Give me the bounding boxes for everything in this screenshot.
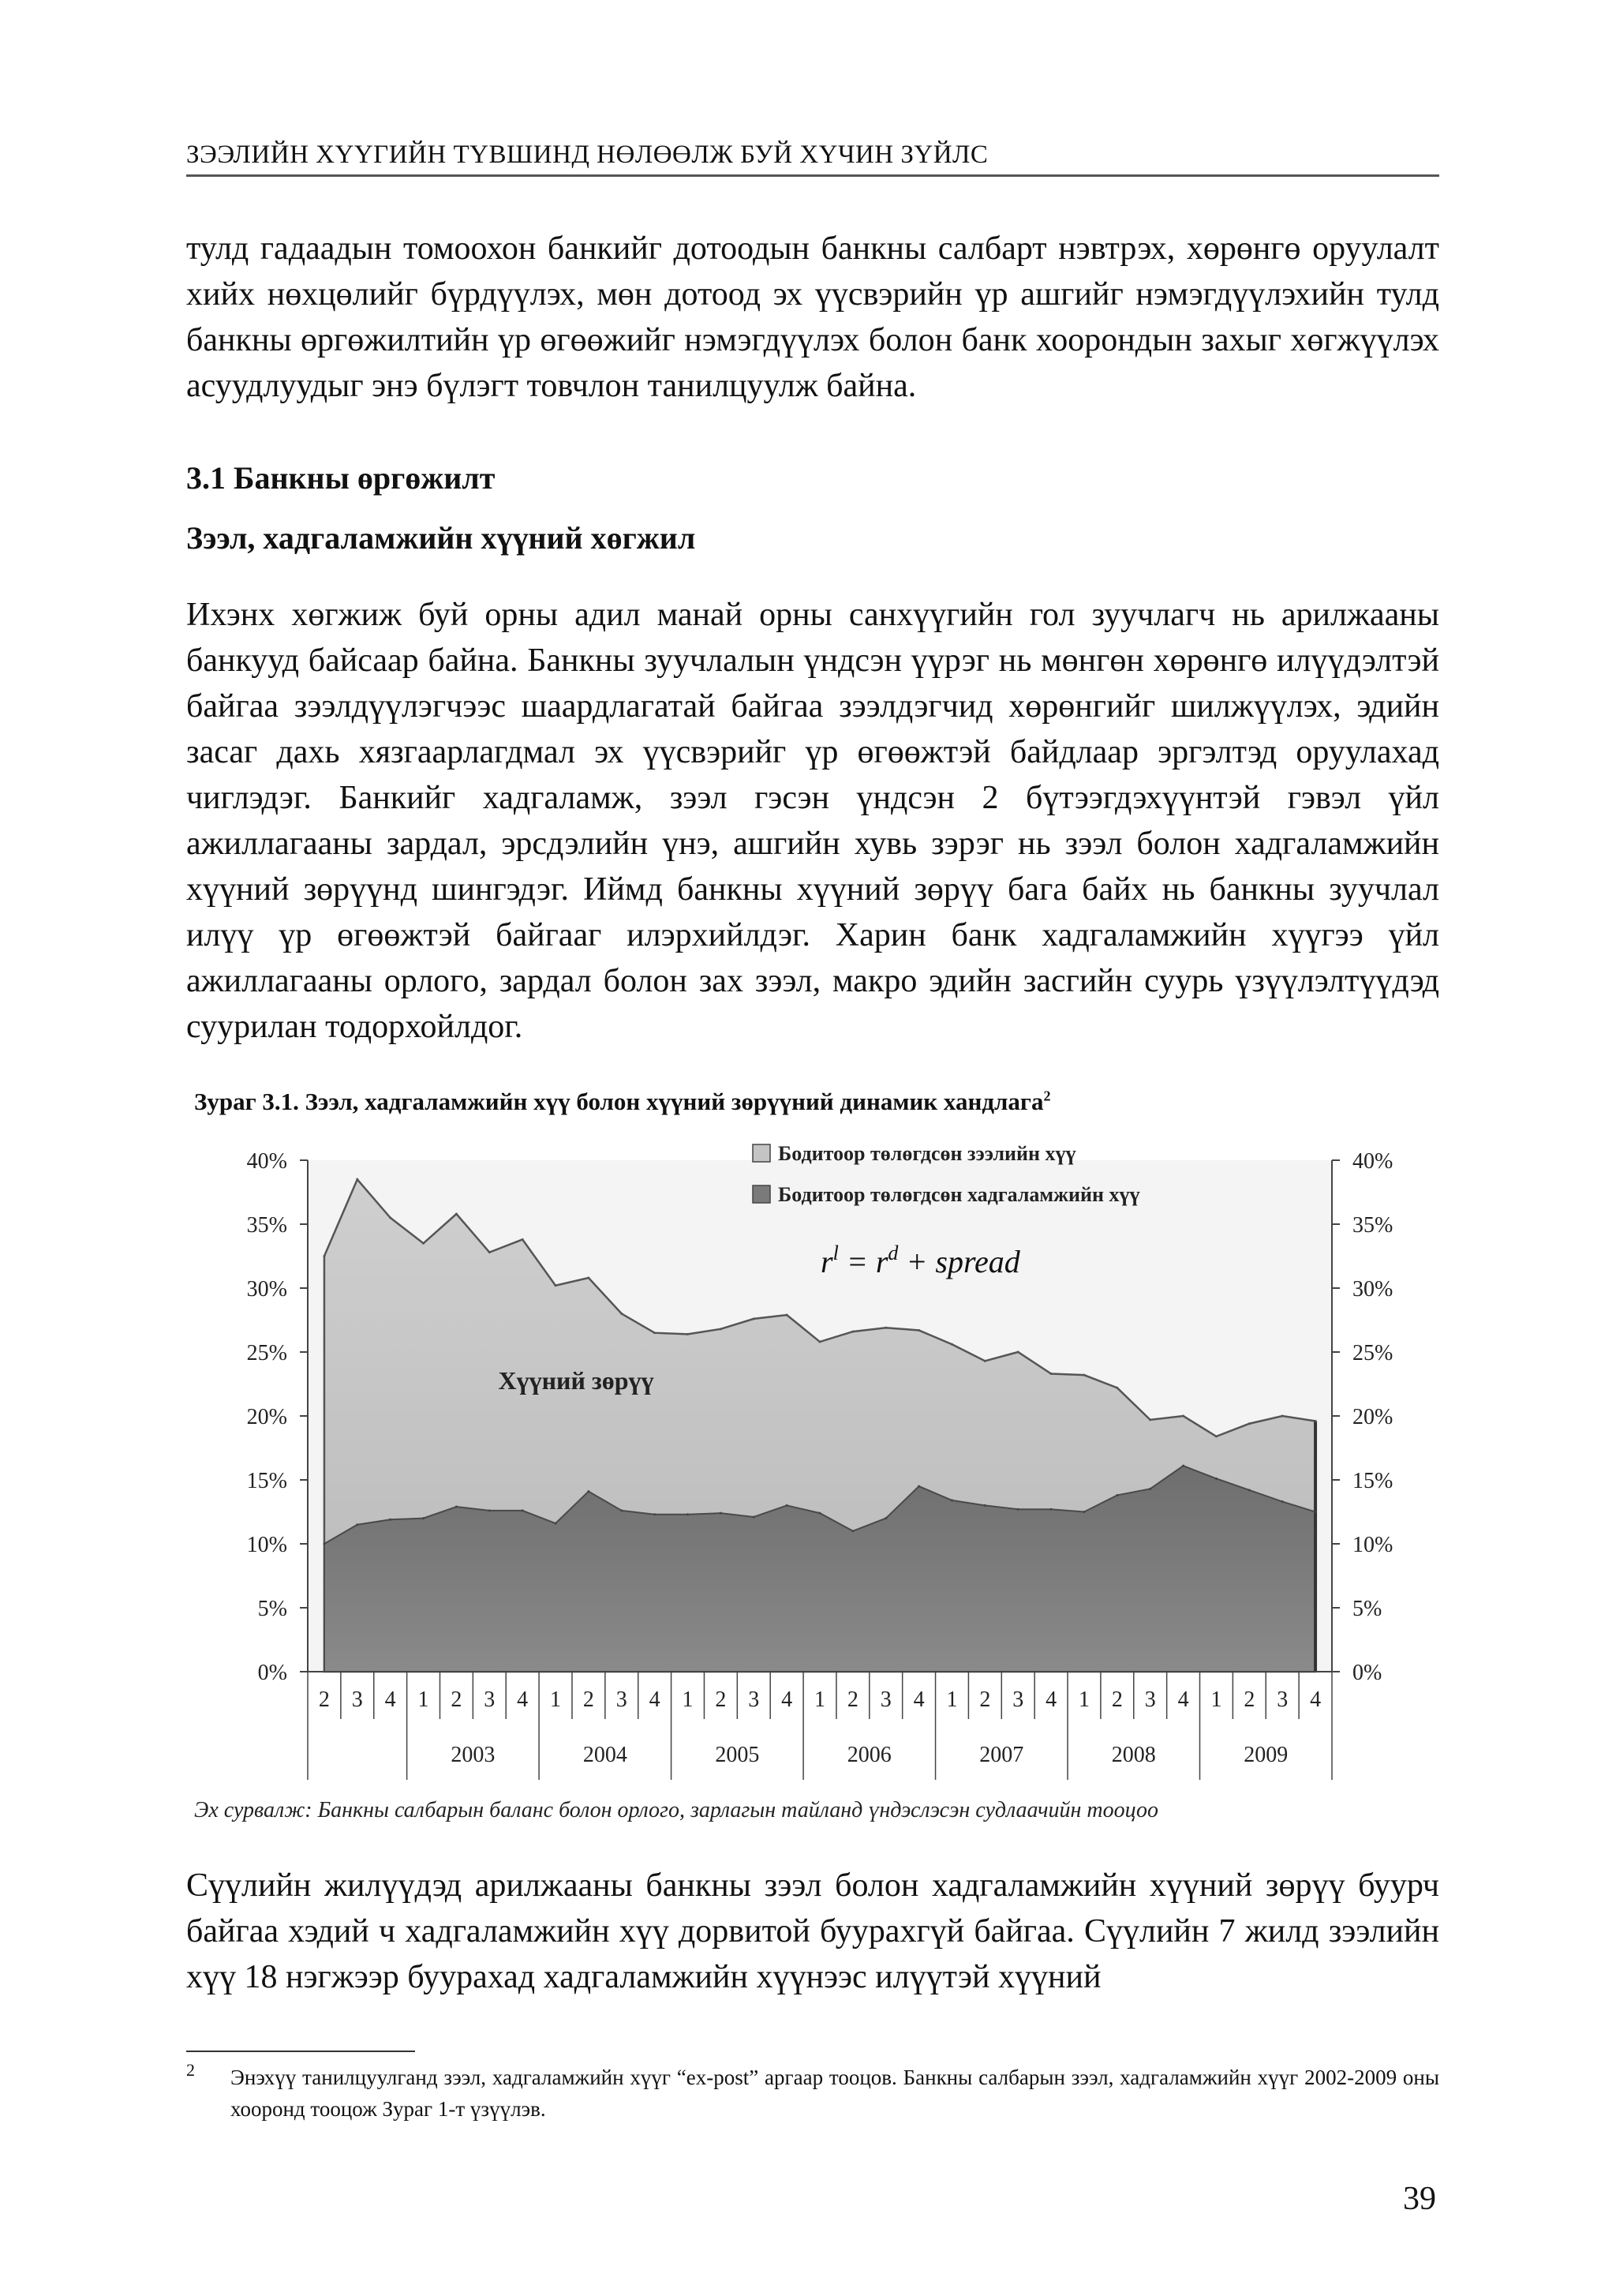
- quarter-label: 3: [351, 1687, 363, 1712]
- main-paragraph: Ихэнх хөгжиж буй орны адил манай орны санхүүгийн гол зуучлагч нь арилжааны банкууд байсаар байна. Банкны зуучлалын үндсэн үүрэг нь мөнгөн хөрөнгө илүүдэлтэй байгаа зээлдүүлэгчээс шаардлагатай байгаа зээлдэгчид хөрөнгийг шилжүүлэх, эдийн засаг дахь хязгаарлагдмал эх үүсвэрийг үр өгөөжтэй байдлаар эргэлтэд оруулахад чиглэдэг. Банкийг хадгаламж, зээл гэсэн үндсэн 2 бүтээгдэхүүнтэй гэвэл үйл ажиллагааны зардал, эрсдэлийн үнэ, ашгийн хувь зэрэг нь зээл болон хадгаламжийн хүүний зөрүүнд шингэдэг. Иймд банкны хүүний зөрүү бага байх нь банкны зуучлал илүү үр өгөөжтэй байгааг илэрхийлдэг. Харин банк хадгаламжийн хүүгээ үйл ажиллагааны орлого, зардал болон зах зээл, макро эдийн засгийн суурь үзүүлэлтүүдэд суурилан тодорхойлдог.: [186, 597, 1439, 1045]
- year-label: 2003: [451, 1743, 496, 1767]
- deposit-rate-point: [1149, 1488, 1151, 1490]
- loan-rate-point: [753, 1317, 755, 1320]
- quarter-label: 4: [913, 1687, 925, 1712]
- loan-rate-point: [1182, 1415, 1184, 1418]
- legend-swatch-deposit: [753, 1185, 770, 1203]
- deposit-rate-point: [851, 1530, 854, 1532]
- deposit-rate-point: [455, 1506, 458, 1508]
- deposit-rate-point: [1017, 1508, 1019, 1511]
- y-tick-label-right: 5%: [1352, 1597, 1382, 1621]
- quarter-label: 3: [1144, 1687, 1156, 1712]
- y-tick-label-left: 10%: [246, 1533, 287, 1557]
- y-tick-label-left: 5%: [257, 1597, 287, 1621]
- footnote-number: 2: [186, 2060, 195, 2080]
- loan-rate-point: [587, 1277, 589, 1279]
- y-tick-label-right: 40%: [1352, 1149, 1393, 1174]
- intro-paragraph: тулд гадаадын томоохон банкийг дотоодын банкны салбарт нэвтрэх, хөрөнгө оруулалт хийх нөхцөлийг бүрдүүлэх, мөн дотоод эх үүсвэрийн үр ашгийг нэмэгдүүлэхийн тулд банкны өргөжилтийн үр өгөөжийг нэмэгдүүлэх болон банк хоорондын захыг хөгжүүлэх асуудлуудыг энэ бүлэгт товчлон танилцуулж байна.: [186, 230, 1439, 404]
- quarter-label: 4: [384, 1687, 396, 1712]
- deposit-rate-point: [422, 1517, 425, 1519]
- deposit-rate-point: [653, 1513, 656, 1515]
- loan-rate-point: [323, 1255, 325, 1257]
- caption-footnote-mark: 2: [1043, 1088, 1051, 1104]
- loan-rate-point: [488, 1251, 491, 1253]
- deposit-rate-point: [587, 1490, 589, 1493]
- legend-label-loan: Бодитоор төлөгдсөн зээлийн хүү: [778, 1142, 1076, 1165]
- figure-source: Эх сурвалж: Банкны салбарын баланс болон орлого, зарлагын тайланд үндэслэсэн судлаачийн тооцоо: [194, 1798, 1158, 1822]
- quarter-label: 4: [1177, 1687, 1189, 1712]
- deposit-rate-point: [753, 1515, 755, 1518]
- quarter-label: 1: [814, 1687, 825, 1712]
- loan-rate-point: [522, 1238, 524, 1241]
- loan-rate-point: [851, 1331, 854, 1333]
- quarter-label: 2: [715, 1687, 727, 1712]
- deposit-rate-point: [1182, 1465, 1184, 1467]
- y-tick-label-right: 20%: [1352, 1405, 1393, 1429]
- quarter-label: 4: [649, 1687, 660, 1712]
- loan-rate-point: [1116, 1387, 1118, 1389]
- page-number: 39: [1403, 2181, 1436, 2217]
- loan-rate-point: [1050, 1373, 1053, 1375]
- year-label: 2004: [582, 1743, 627, 1767]
- year-label: 2009: [1244, 1743, 1289, 1767]
- y-tick-label-right: 35%: [1352, 1213, 1393, 1238]
- loan-rate-point: [422, 1242, 425, 1245]
- quarter-label: 3: [484, 1687, 496, 1712]
- footnote-rule: [186, 2051, 415, 2052]
- y-tick-label-left: 0%: [257, 1661, 287, 1685]
- deposit-rate-point: [819, 1512, 821, 1515]
- loan-rate-point: [356, 1178, 358, 1181]
- quarter-label: 2: [318, 1687, 330, 1712]
- quarter-label: 1: [550, 1687, 562, 1712]
- y-tick-label-left: 30%: [246, 1277, 287, 1302]
- deposit-rate-point: [1215, 1478, 1218, 1480]
- loan-rate-point: [786, 1314, 788, 1317]
- quarter-label: 1: [1210, 1687, 1222, 1712]
- deposit-rate-point: [786, 1504, 788, 1507]
- loan-rate-point: [455, 1213, 458, 1215]
- quarter-label: 1: [1078, 1687, 1090, 1712]
- deposit-rate-point: [1083, 1511, 1085, 1513]
- deposit-rate-point: [918, 1485, 920, 1488]
- deposit-rate-point: [1116, 1494, 1118, 1496]
- y-tick-label-right: 15%: [1352, 1469, 1393, 1493]
- quarter-label: 2: [582, 1687, 594, 1712]
- after-paragraph: Сүүлийн жилүүдэд арилжааны банкны зээл болон хадгаламжийн хүүний зөрүү буурч байгаа хэдий ч хадгаламжийн хүү дорвитой буурахгүй байгаа. Сүүлийн 7 жилд зээлийн хүү 18 нэгжээр буурахад хадгаламжийн хүүнээс илүүтэй хүүний: [186, 1867, 1439, 1995]
- y-tick-label-right: 10%: [1352, 1533, 1393, 1557]
- deposit-rate-point: [1248, 1489, 1251, 1491]
- deposit-rate-point: [1315, 1511, 1317, 1513]
- deposit-rate-point: [951, 1499, 953, 1501]
- deposit-rate-point: [522, 1509, 524, 1511]
- deposit-rate-point: [1050, 1508, 1053, 1511]
- loan-rate-point: [1149, 1418, 1151, 1421]
- footnote-text: Энэхүү танилцуулганд зээл, хадгаламжийн хүүг “ex-post” аргаар тооцов. Банкны салбарын зээл, хадгаламжийн хүүг 2002-2009 оны хооронд тооцож Зураг 1-т үзүүлэв.: [230, 2066, 1439, 2121]
- y-tick-label-right: 0%: [1352, 1661, 1382, 1685]
- loan-rate-point: [918, 1329, 920, 1332]
- formula-annotation: $r^l = r^d$ + spread: [821, 1242, 1020, 1279]
- loan-rate-point: [1017, 1351, 1019, 1354]
- loan-rate-point: [951, 1343, 953, 1346]
- quarter-label: 4: [781, 1687, 793, 1712]
- quarter-label: 4: [1310, 1687, 1322, 1712]
- quarter-label: 3: [880, 1687, 892, 1712]
- deposit-rate-point: [389, 1519, 391, 1521]
- deposit-rate-point: [555, 1523, 557, 1525]
- legend-label-deposit: Бодитоор төлөгдсөн хадгаламжийн хүү: [778, 1183, 1140, 1206]
- year-label: 2008: [1111, 1743, 1156, 1767]
- loan-rate-point: [1083, 1374, 1085, 1376]
- deposit-rate-point: [488, 1509, 491, 1511]
- deposit-rate-point: [323, 1543, 325, 1545]
- deposit-rate-point: [356, 1523, 358, 1526]
- section-heading: 3.1 Банкны өргөжилт: [186, 460, 496, 496]
- y-tick-label-left: 20%: [246, 1405, 287, 1429]
- loan-rate-point: [819, 1341, 821, 1343]
- deposit-rate-point: [720, 1512, 722, 1515]
- loan-rate-point: [686, 1333, 689, 1335]
- legend-swatch-loan: [753, 1144, 770, 1162]
- loan-rate-point: [1248, 1422, 1251, 1425]
- loan-rate-point: [1281, 1415, 1284, 1418]
- quarter-label: 2: [1111, 1687, 1123, 1712]
- quarter-label: 3: [1277, 1687, 1289, 1712]
- subsection-heading: Зээл, хадгаламжийн хүүний хөгжил: [186, 520, 696, 556]
- loan-rate-point: [1215, 1435, 1218, 1437]
- loan-rate-point: [389, 1216, 391, 1219]
- loan-rate-point: [1315, 1420, 1317, 1422]
- loan-rate-point: [555, 1284, 557, 1287]
- spread-label: Хүүний зөрүү: [498, 1366, 654, 1395]
- loan-rate-point: [885, 1327, 887, 1329]
- y-tick-label-right: 30%: [1352, 1277, 1393, 1302]
- quarter-label: 3: [615, 1687, 627, 1712]
- year-label: 2005: [715, 1743, 760, 1767]
- year-label: 2007: [979, 1743, 1024, 1767]
- deposit-rate-point: [620, 1509, 623, 1511]
- deposit-rate-point: [885, 1517, 887, 1519]
- quarter-label: 1: [946, 1687, 958, 1712]
- quarter-label: 1: [417, 1687, 429, 1712]
- loan-rate-point: [653, 1332, 656, 1334]
- quarter-label: 2: [1244, 1687, 1255, 1712]
- quarter-label: 3: [1012, 1687, 1024, 1712]
- y-tick-label-left: 40%: [246, 1149, 287, 1174]
- quarter-label: 2: [847, 1687, 858, 1712]
- running-header: ЗЭЭЛИЙН ХҮҮГИЙН ТҮВШИНД НӨЛӨӨЛЖ БУЙ ХҮЧИН ЗҮЙЛС: [186, 140, 1439, 177]
- deposit-rate-point: [1281, 1500, 1284, 1503]
- figure-caption: Зураг 3.1. Зээл, хадгаламжийн хүү болон хүүний зөрүүний динамик хандлага$^2$: [194, 1088, 1051, 1115]
- loan-rate-point: [620, 1313, 623, 1315]
- quarter-label: 4: [517, 1687, 529, 1712]
- y-tick-label-right: 25%: [1352, 1341, 1393, 1365]
- quarter-label: 1: [682, 1687, 694, 1712]
- y-tick-label-left: 25%: [246, 1341, 287, 1365]
- deposit-rate-point: [686, 1513, 689, 1515]
- quarter-label: 3: [748, 1687, 760, 1712]
- y-tick-label-left: 35%: [246, 1213, 287, 1238]
- loan-rate-point: [984, 1360, 986, 1362]
- loan-rate-point: [720, 1328, 722, 1330]
- year-label: 2006: [847, 1743, 892, 1767]
- quarter-label: 2: [979, 1687, 991, 1712]
- deposit-rate-point: [984, 1504, 986, 1507]
- quarter-label: 2: [451, 1687, 462, 1712]
- y-tick-label-left: 15%: [246, 1469, 287, 1493]
- quarter-label: 4: [1046, 1687, 1057, 1712]
